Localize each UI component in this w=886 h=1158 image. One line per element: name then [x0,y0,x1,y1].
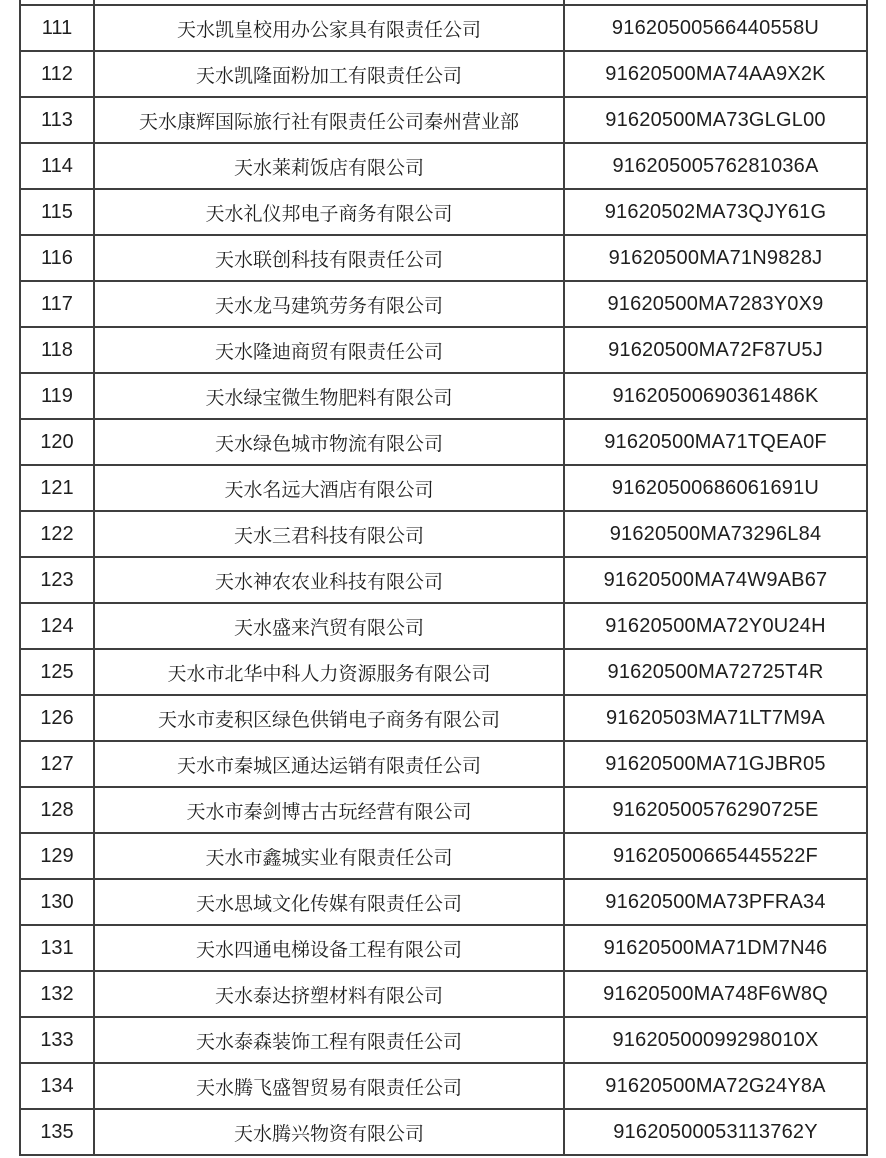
row-number-cell: 132 [20,971,94,1017]
row-number-cell: 121 [20,465,94,511]
row-number-cell: 119 [20,373,94,419]
table-row [20,97,867,143]
table-row [20,925,867,971]
credit-code-cell: 91620500MA73PFRA34 [564,879,867,925]
company-name-cell: 天水凯隆面粉加工有限责任公司 [94,51,564,97]
row-number-cell: 123 [20,557,94,603]
credit-code-cell: 91620500MA7283Y0X9 [564,281,867,327]
row-number-cell: 122 [20,511,94,557]
company-name-cell: 天水隆迪商贸有限责任公司 [94,327,564,373]
company-name-cell: 天水礼仪邦电子商务有限公司 [94,189,564,235]
credit-code-cell: 91620500MA72Y0U24H [564,603,867,649]
row-number-cell: 114 [20,143,94,189]
row-number-cell: 129 [20,833,94,879]
row-number-cell: 126 [20,695,94,741]
company-name-cell: 天水绿宝微生物肥料有限公司 [94,373,564,419]
table-row [20,373,867,419]
company-registry-table [19,0,868,1156]
table-row [20,143,867,189]
credit-code-cell: 91620500MA71N9828J [564,235,867,281]
table-row [20,741,867,787]
credit-code-cell: 91620500MA71TQEA0F [564,419,867,465]
credit-code-cell: 91620500576290725E [564,787,867,833]
row-number-cell: 130 [20,879,94,925]
row-number-cell: 116 [20,235,94,281]
credit-code-cell: 91620500MA71GJBR05 [564,741,867,787]
credit-code-cell: 91620500MA73GLGL00 [564,97,867,143]
credit-code-cell: 91620503MA71LT7M9A [564,695,867,741]
credit-code-cell: 91620500665445522F [564,833,867,879]
company-name-cell: 天水盛来汽贸有限公司 [94,603,564,649]
credit-code-cell: 91620500099298010X [564,1017,867,1063]
row-number-cell: 135 [20,1109,94,1155]
credit-code-cell: 91620500690361486K [564,373,867,419]
row-number-cell: 115 [20,189,94,235]
table-row [20,235,867,281]
credit-code-cell: 91620500MA74W9AB67 [564,557,867,603]
credit-code-cell: 91620500MA72F87U5J [564,327,867,373]
company-name-cell: 天水四通电梯设备工程有限公司 [94,925,564,971]
company-name-cell: 天水市麦积区绿色供销电子商务有限公司 [94,695,564,741]
row-number-cell: 120 [20,419,94,465]
company-name-cell: 天水神农农业科技有限公司 [94,557,564,603]
credit-code-cell: 91620502MA73QJY61G [564,189,867,235]
table-row [20,649,867,695]
company-name-cell: 天水腾飞盛智贸易有限责任公司 [94,1063,564,1109]
table-row [20,1109,867,1155]
row-number-cell: 131 [20,925,94,971]
table-row [20,511,867,557]
row-number-cell: 113 [20,97,94,143]
row-number-cell: 124 [20,603,94,649]
credit-code-cell: 91620500566440558U [564,5,867,51]
table-row [20,971,867,1017]
table-row [20,189,867,235]
company-name-cell: 天水莱莉饭店有限公司 [94,143,564,189]
credit-code-cell: 91620500053113762Y [564,1109,867,1155]
credit-code-cell: 91620500MA748F6W8Q [564,971,867,1017]
company-name-cell: 天水泰森装饰工程有限责任公司 [94,1017,564,1063]
row-number-cell: 111 [20,5,94,51]
row-number-cell: 133 [20,1017,94,1063]
credit-code-cell: 91620500MA72725T4R [564,649,867,695]
company-name-cell: 天水绿色城市物流有限公司 [94,419,564,465]
table-row [20,419,867,465]
row-number-cell: 127 [20,741,94,787]
company-name-cell: 天水联创科技有限责任公司 [94,235,564,281]
row-number-cell: 128 [20,787,94,833]
table-row [20,281,867,327]
credit-code-cell: 91620500MA73296L84 [564,511,867,557]
table-row [20,1063,867,1109]
row-number-cell: 117 [20,281,94,327]
company-name-cell: 天水市鑫城实业有限责任公司 [94,833,564,879]
company-name-cell: 天水泰达挤塑材料有限公司 [94,971,564,1017]
row-number-cell: 112 [20,51,94,97]
table-body [20,0,867,1155]
table-row [20,1017,867,1063]
credit-code-cell: 91620500576281036A [564,143,867,189]
company-name-cell: 天水龙马建筑劳务有限公司 [94,281,564,327]
company-name-cell: 天水三君科技有限公司 [94,511,564,557]
table-row [20,5,867,51]
table-row [20,465,867,511]
company-name-cell: 天水凯皇校用办公家具有限责任公司 [94,5,564,51]
company-name-cell: 天水市秦城区通达运销有限责任公司 [94,741,564,787]
company-name-cell: 天水思域文化传媒有限责任公司 [94,879,564,925]
table-row [20,787,867,833]
table-row [20,327,867,373]
company-name-cell: 天水名远大酒店有限公司 [94,465,564,511]
company-name-cell: 天水康辉国际旅行社有限责任公司秦州营业部 [94,97,564,143]
credit-code-cell: 91620500686061691U [564,465,867,511]
credit-code-cell: 91620500MA74AA9X2K [564,51,867,97]
table-row [20,603,867,649]
table-row [20,833,867,879]
table-row [20,695,867,741]
credit-code-cell: 91620500MA71DM7N46 [564,925,867,971]
table-row [20,51,867,97]
table-row [20,879,867,925]
row-number-cell: 134 [20,1063,94,1109]
row-number-cell: 125 [20,649,94,695]
company-name-cell: 天水市秦剑博古古玩经营有限公司 [94,787,564,833]
credit-code-cell: 91620500MA72G24Y8A [564,1063,867,1109]
company-name-cell: 天水市北华中科人力资源服务有限公司 [94,649,564,695]
row-number-cell: 118 [20,327,94,373]
company-name-cell: 天水腾兴物资有限公司 [94,1109,564,1155]
table-row [20,557,867,603]
